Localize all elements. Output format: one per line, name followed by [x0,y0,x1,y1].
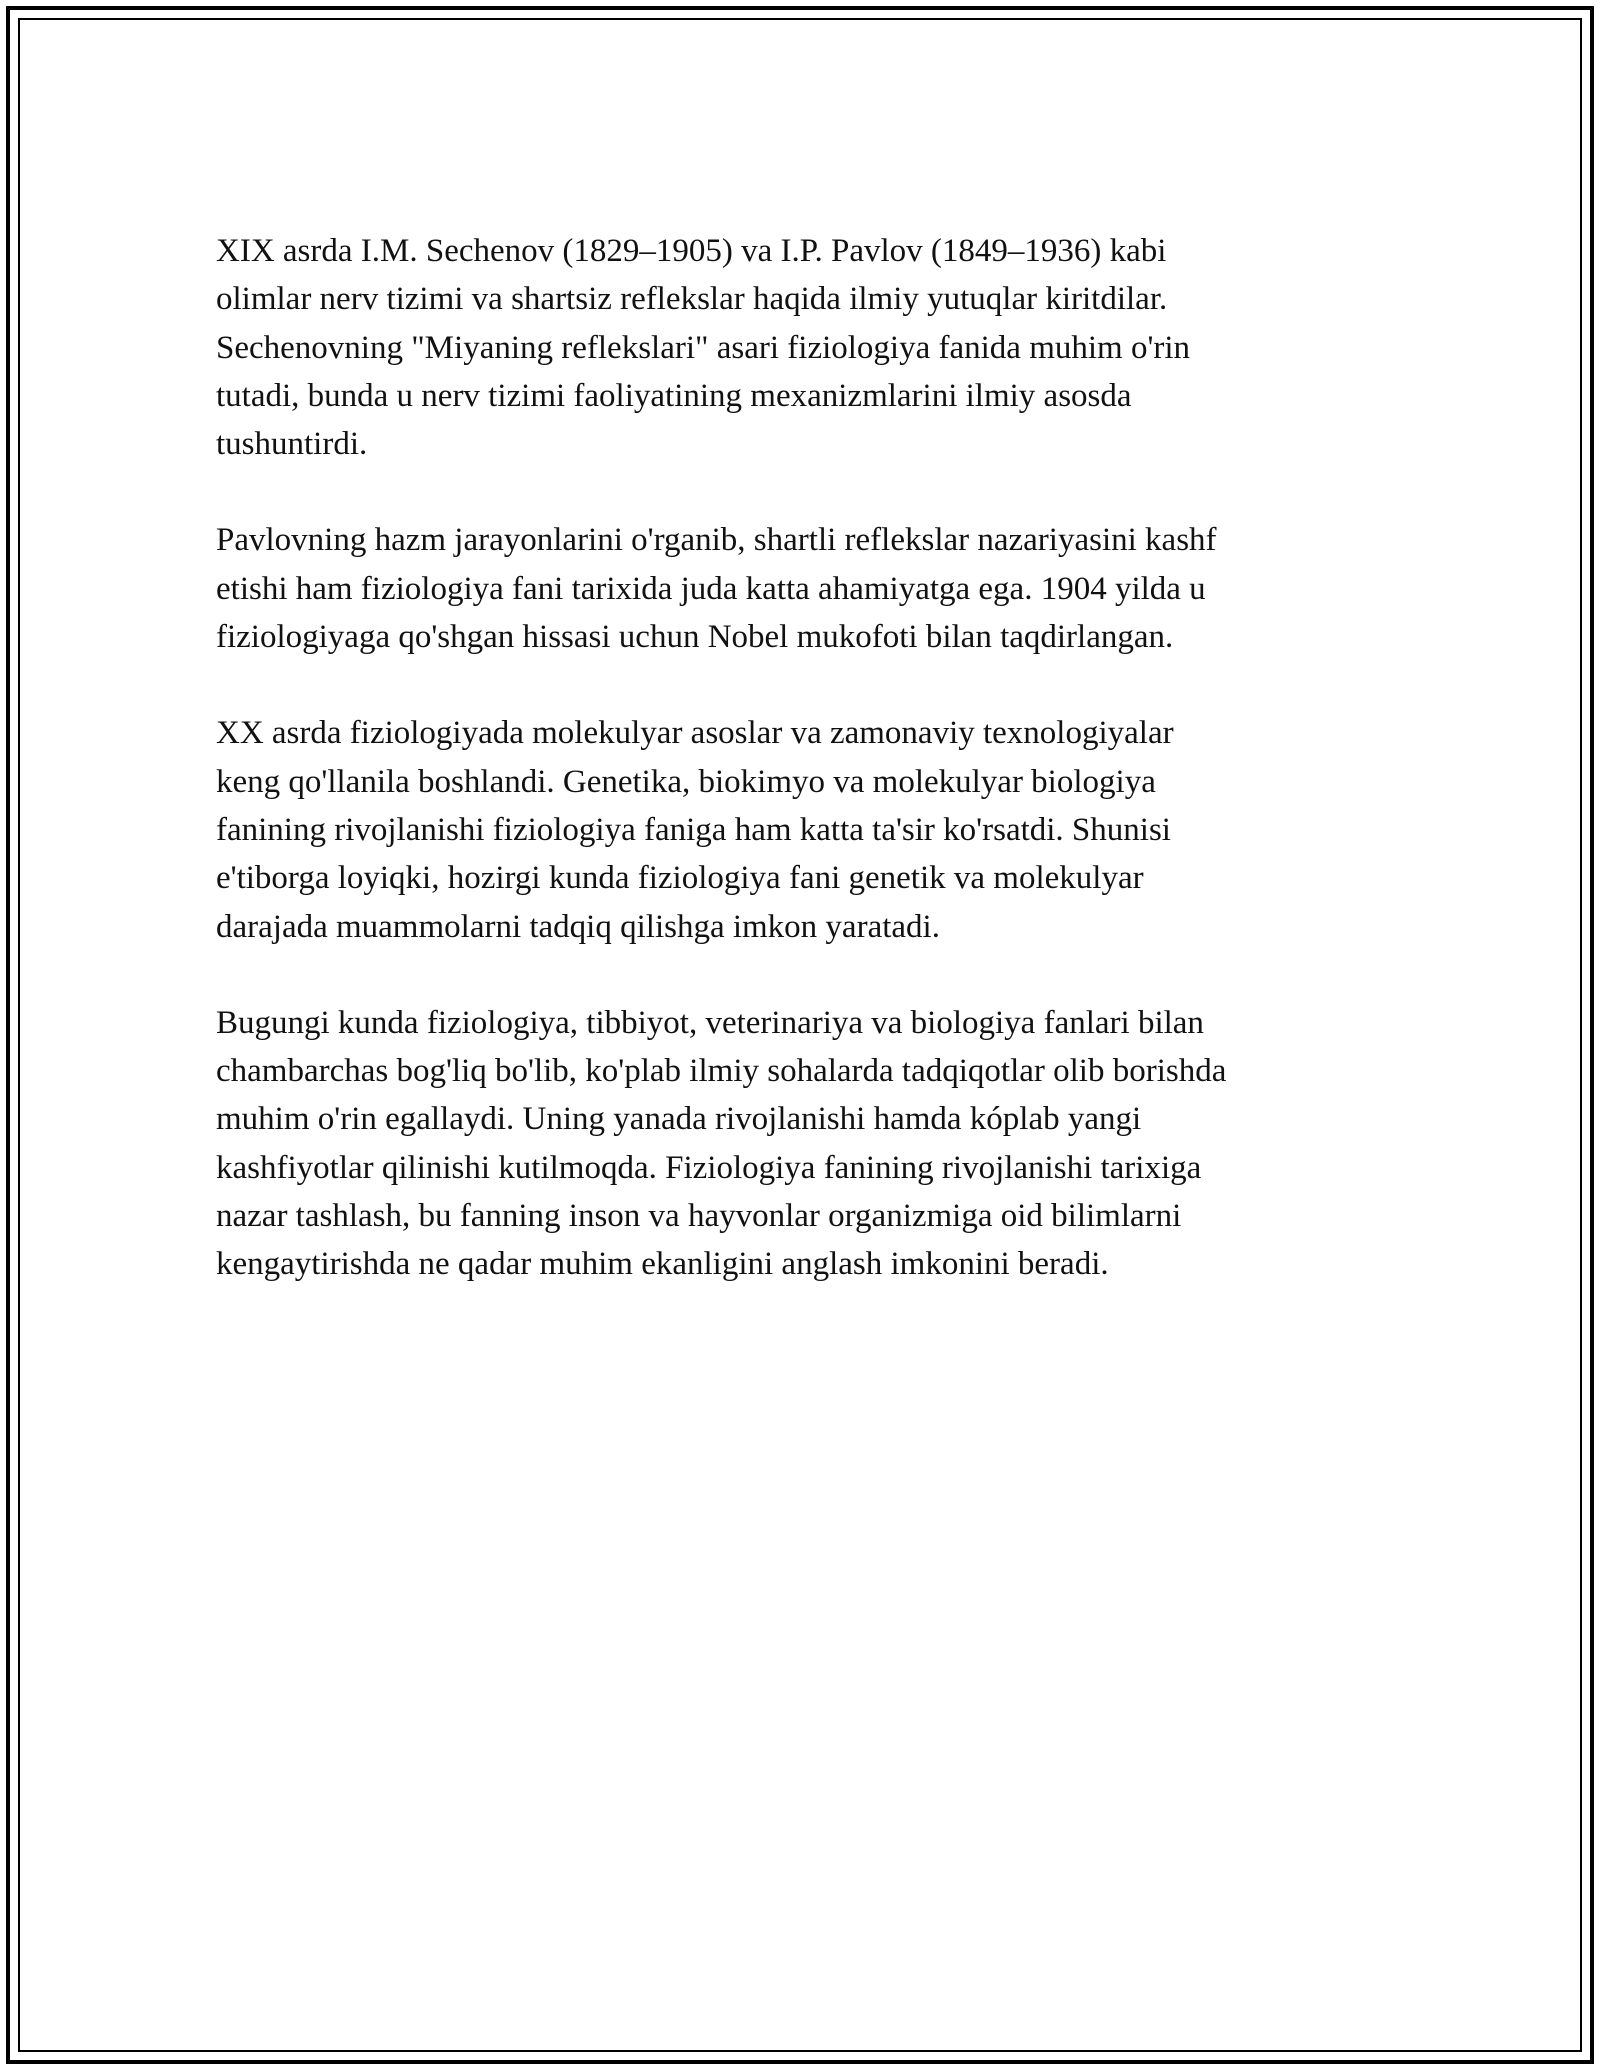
paragraph-pavlov-nobel: Pavlovning hazm jarayonlarini o'rganib, shartli reflekslar nazariyasini kashf etishi ham fiziologiya fani tarixida juda katta ahamiyatga ega. 1904 yilda u fiziologiyaga qo'shgan hissasi uchun Nobel mukofoti bilan taqdirlangan. [216,522,1217,656]
paragraph-xx-century: XX asrda fiziologiyada molekulyar asoslar va zamonaviy texnologiyalar keng qo'llanila boshlandi. Genetika, biokimyo va molekulyar biologiya fanining rivojlanishi fiziologiya faniga ham katta ta'sir ko'rsatdi. Shunisi e'tiborga loyiqki, hozirgi kunda fiziologiya fani genetik va molekulyar darajada muammolarni tadqiq qilishga imkon yaratadi. [216,715,1174,945]
paragraph-sechenov-pavlov: XIX asrda I.M. Sechenov (1829–1905) va I.P. Pavlov (1849–1936) kabi olimlar nerv tizimi va shartsiz reflekslar haqida ilmiy yutuqlar kiritdilar. Sechenovning "Miyaning reflekslari" asari fiziologiya fanida muhim o'rin tutadi, bunda u nerv tizimi faoliyatining mexanizmlarini ilmiy asosda tushuntirdi. [216,233,1191,463]
paragraph-today: Bugungi kunda fiziologiya, tibbiyot, veterinariya va biologiya fanlari bilan chambarchas bog'liq bo'lib, ko'plab ilmiy sohalarda tadqiqotlar olib borishda muhim o'rin egallaydi. Uning yanada rivojlanishi hamda kóplab yangi kashfiyotlar qilinishi kutilmoqda. Fiziologiya fanining rivojlanishi tarixiga nazar tashlash, bu fanning inson va hayvonlar organizmiga oid bilimlarni kengaytirishda ne qadar muhim ekanligini anglash imkonini beradi. [216,1004,1227,1283]
document-body [216,227,1376,1337]
